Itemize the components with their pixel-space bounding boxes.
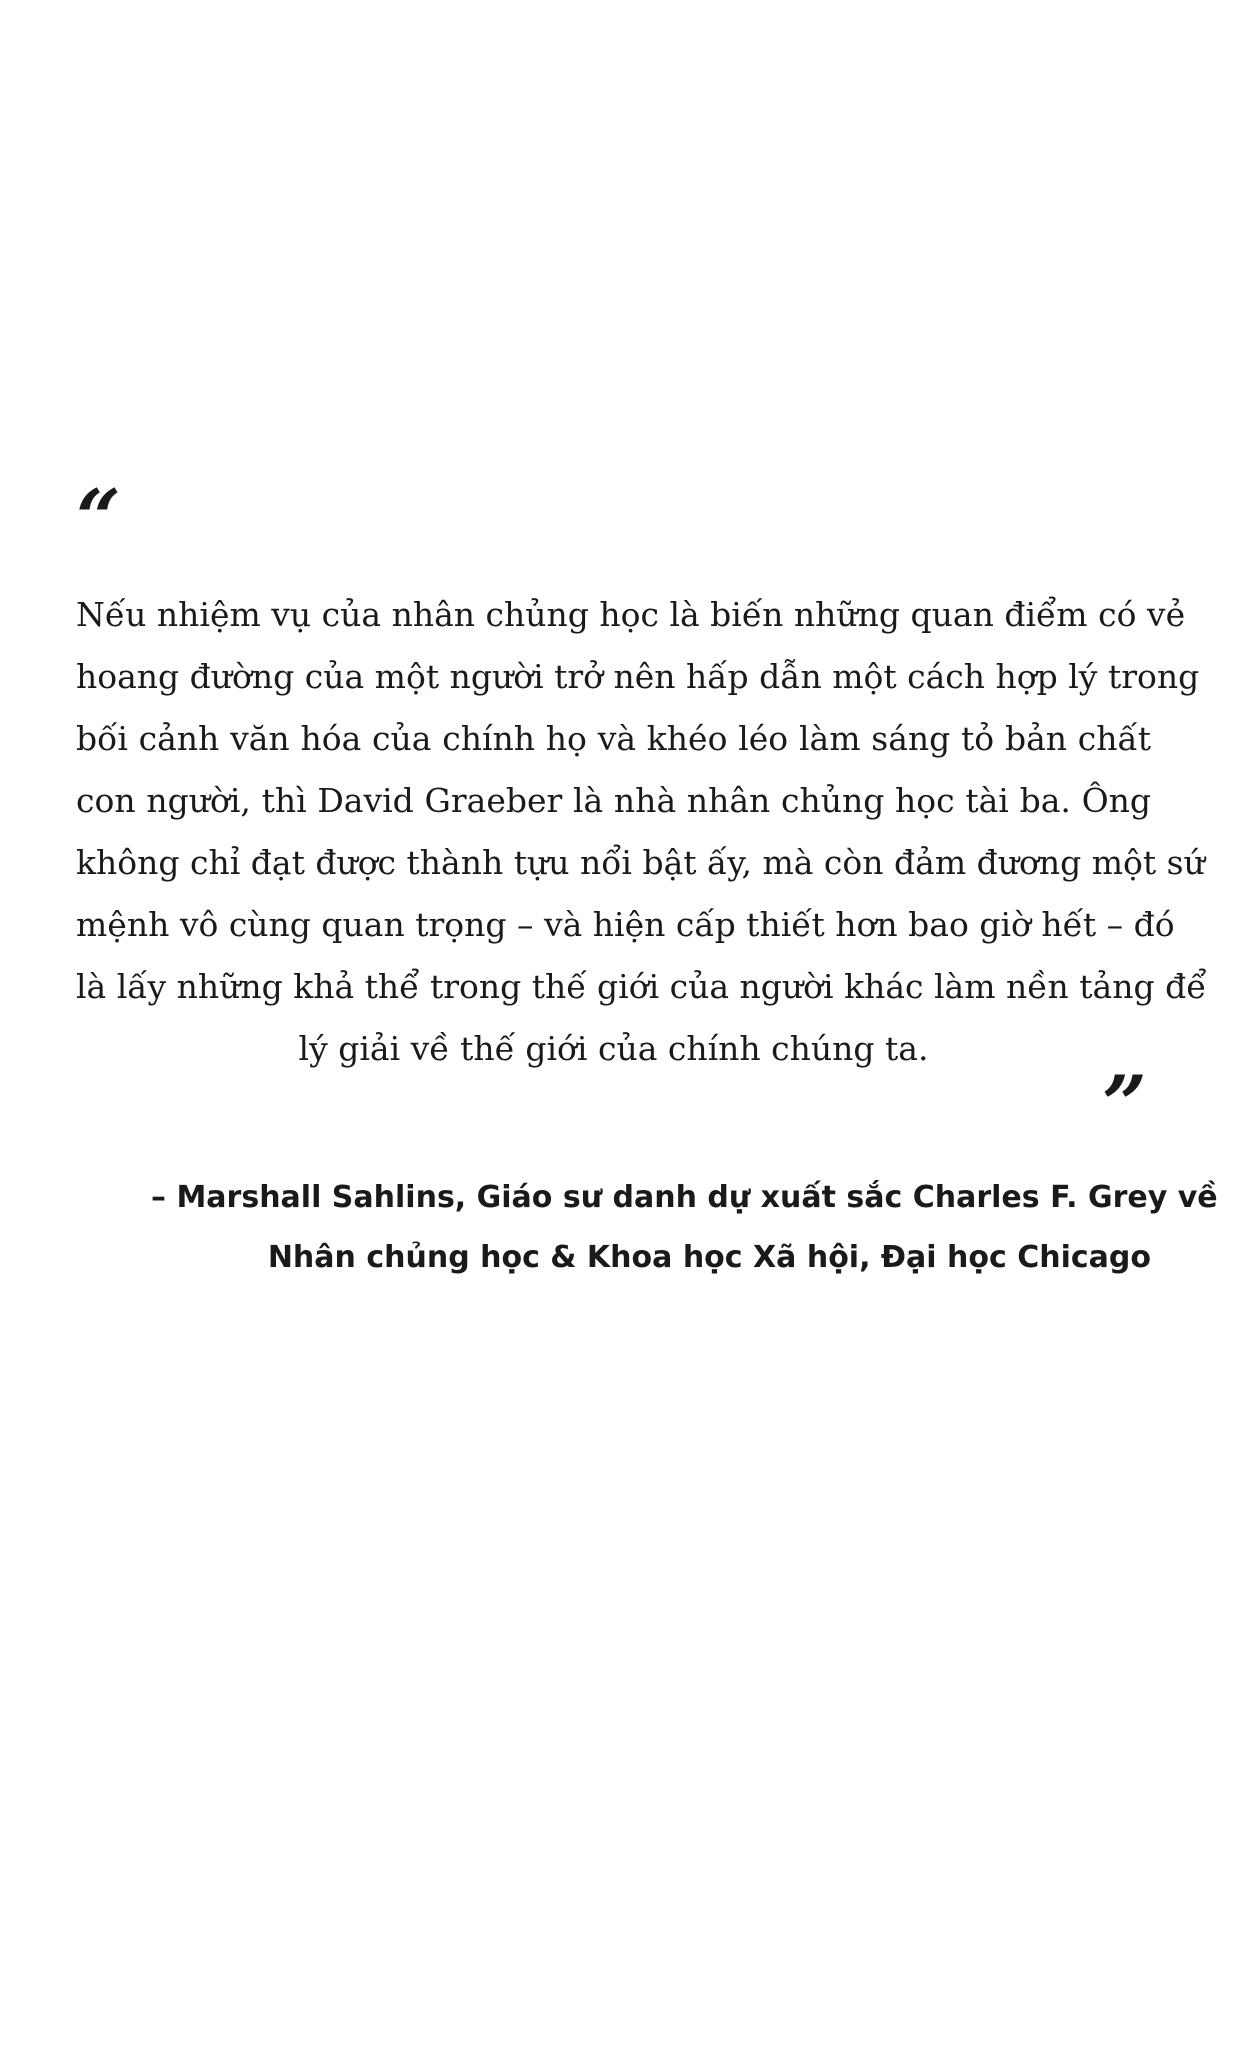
opening-quote-mark: “ xyxy=(76,473,121,564)
quote-line: Nếu nhiệm vụ của nhân chủng học là biến những quan điểm có vẻ xyxy=(76,595,1186,634)
quote-line: bối cảnh văn hóa của chính họ và khéo léo làm sáng tỏ bản chất xyxy=(76,719,1151,758)
quote-line: không chỉ đạt được thành tựu nổi bật ấy, mà còn đảm đương một sứ xyxy=(76,843,1205,882)
attribution-line: – Marshall Sahlins, Giáo sư danh dự xuất sắc Charles F. Grey về xyxy=(151,1180,1218,1215)
quote-text xyxy=(76,584,1207,1080)
quote-line: lý giải về thế giới của chính chúng ta. xyxy=(298,1029,929,1068)
closing-quote-mark: ” xyxy=(1102,1059,1147,1150)
attribution-line: Nhân chủng học & Khoa học Xã hội, Đại học Chicago xyxy=(267,1240,1151,1275)
quote-line: hoang đường của một người trở nên hấp dẫn một cách hợp lý trong xyxy=(76,657,1200,696)
quote-line: mệnh vô cùng quan trọng – và hiện cấp thiết hơn bao giờ hết – đó xyxy=(76,905,1175,944)
quote-line: là lấy những khả thể trong thế giới của người khác làm nền tảng để xyxy=(76,967,1207,1006)
quote-line: con người, thì David Graeber là nhà nhân chủng học tài ba. Ông xyxy=(76,781,1151,820)
attribution xyxy=(151,1168,1218,1288)
